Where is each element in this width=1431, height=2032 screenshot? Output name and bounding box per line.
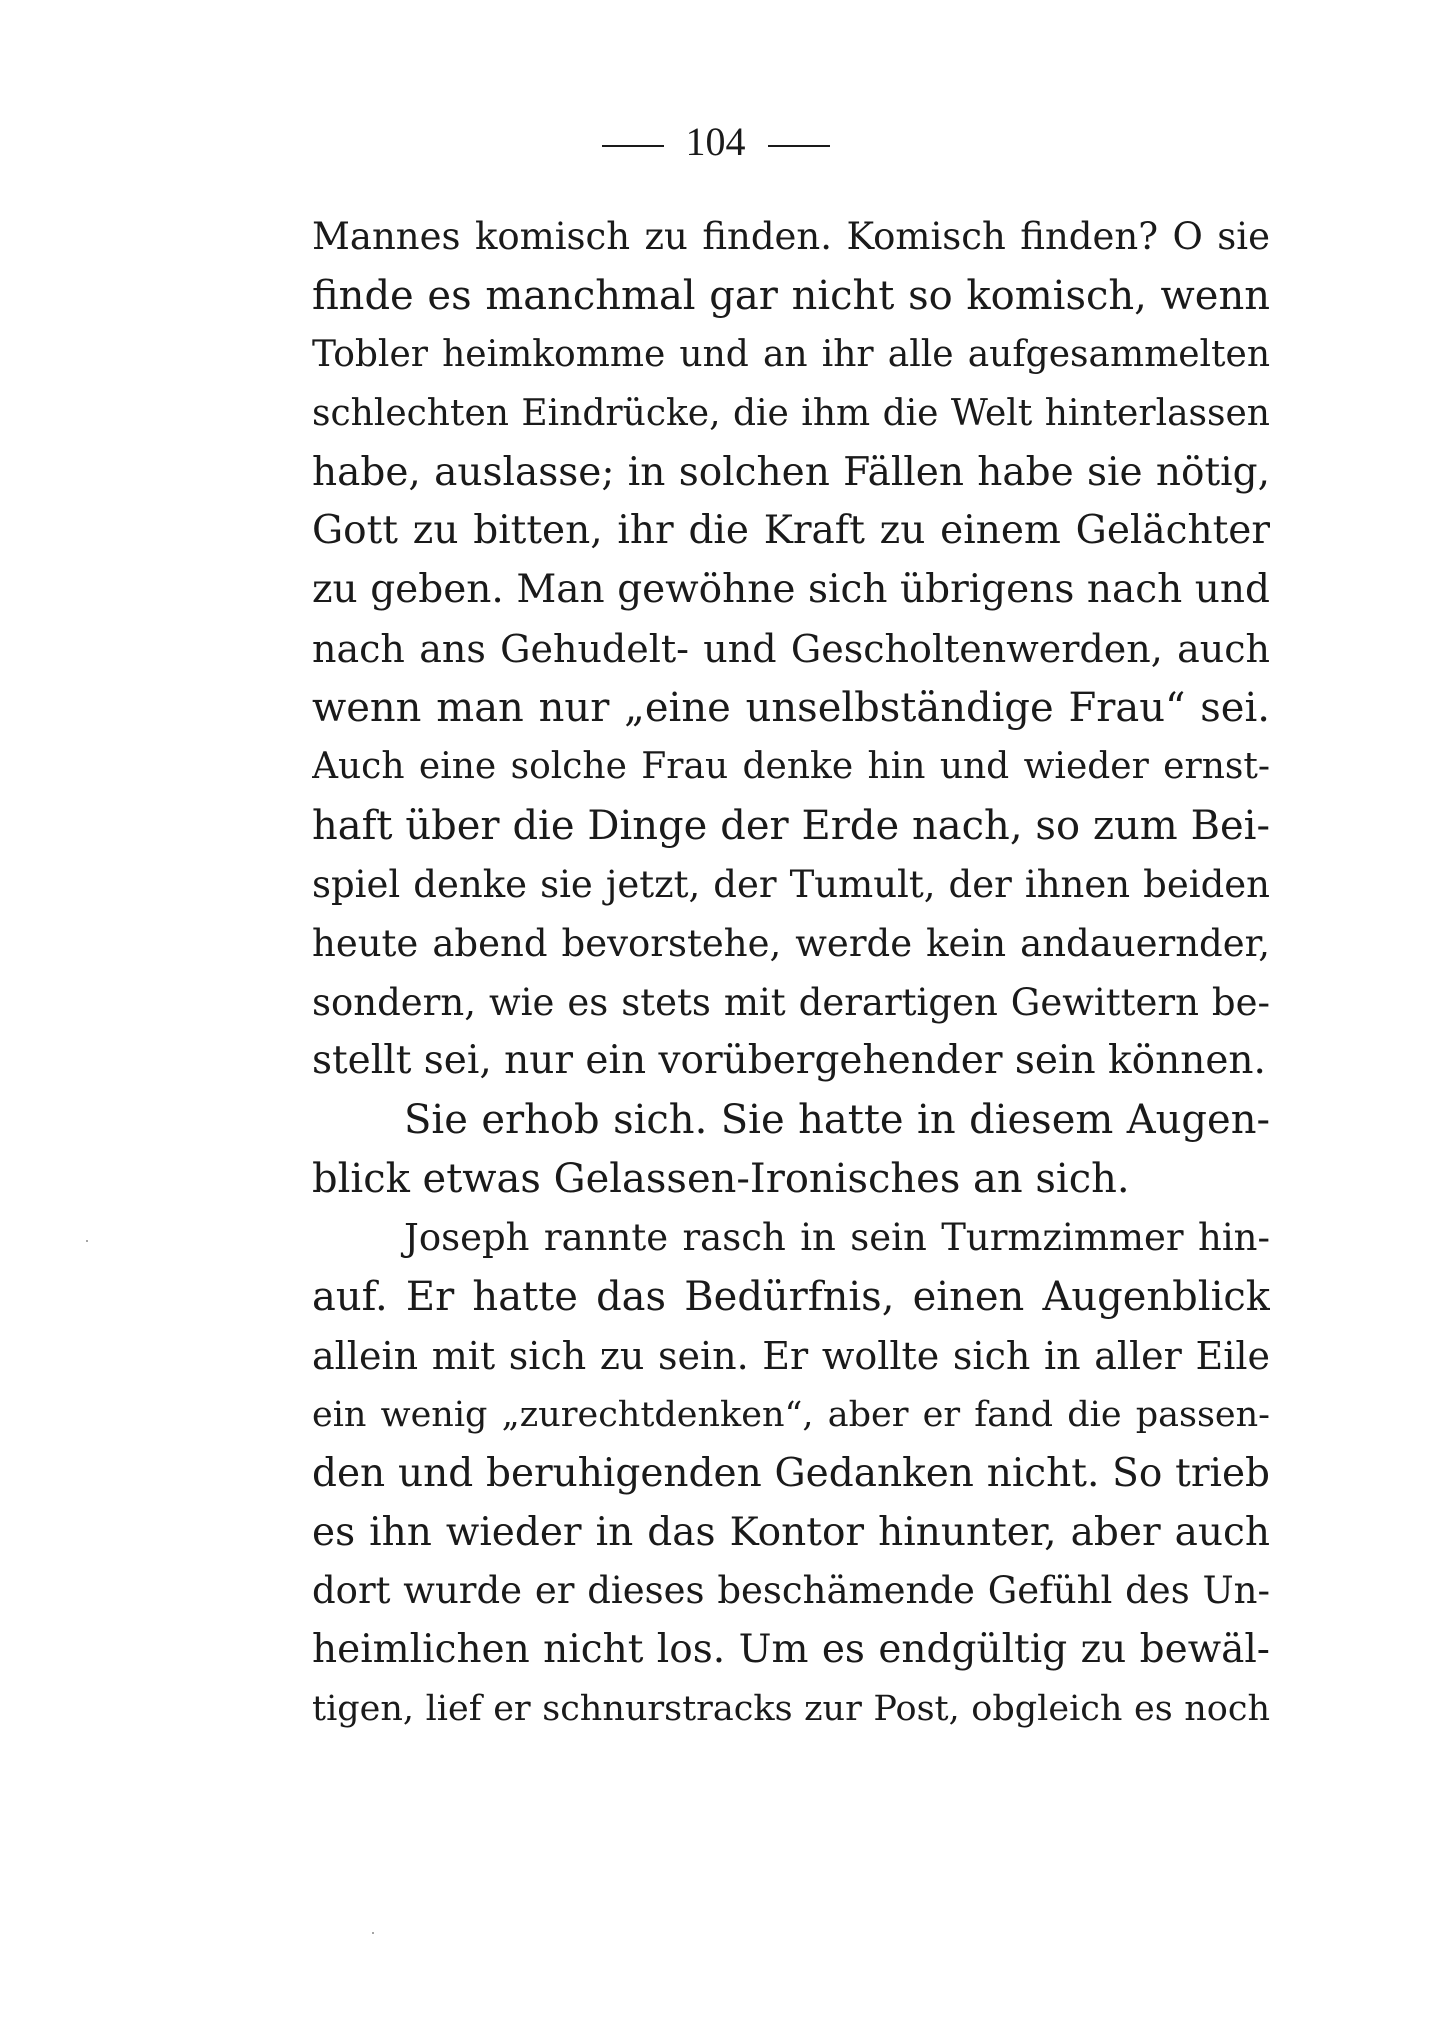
body-text xyxy=(312,208,1270,1739)
text-line: Auch eine solche Frau denke hin und wieder ernst- xyxy=(312,746,1270,788)
text-line: Mannes komisch zu finden. Komisch finden? O sie xyxy=(312,215,1270,258)
text-line: dort wurde er dieses beschämende Gefühl des Un- xyxy=(312,1569,1270,1613)
text-line: Joseph rannte rasch in sein Turmzimmer hin- xyxy=(404,1216,1270,1260)
header-dash-left xyxy=(602,145,664,147)
text-line: heute abend bevorstehe, werde kein andauernder, xyxy=(312,921,1270,965)
text-line: spiel denke sie jetzt, der Tumult, der ihnen beiden xyxy=(312,862,1270,906)
text-line: den und beruhigenden Gedanken nicht. So trieb xyxy=(312,1450,1270,1496)
page-number: 104 xyxy=(685,119,746,164)
text-line: blick etwas Gelassen-Ironisches an sich. xyxy=(312,1156,1130,1203)
page-header xyxy=(0,118,1431,166)
text-line: ein wenig „zurechtdenken“, aber er fand die passen- xyxy=(312,1394,1270,1435)
text-line: haft über die Dinge der Erde nach, so zum Bei- xyxy=(312,802,1270,849)
text-line: habe, auslasse; in solchen Fällen habe sie nötig, xyxy=(312,449,1270,495)
text-line: auf. Er hatte das Bedürfnis, einen Augenblick xyxy=(312,1274,1270,1321)
text-line: Sie erhob sich. Sie hatte in diesem Augen- xyxy=(404,1097,1270,1144)
text-line: nach ans Gehudelt- und Gescholtenwerden, auch xyxy=(312,627,1270,672)
text-line: heimlichen nicht los. Um es endgültig zu bewäl- xyxy=(312,1627,1270,1673)
text-line: zu geben. Man gewöhne sich übrigens nach und xyxy=(312,567,1270,613)
header-dash-right xyxy=(768,145,830,147)
text-line: finde es manchmal gar nicht so komisch, wenn xyxy=(312,272,1270,319)
text-line: allein mit sich zu sein. Er wollte sich in aller Eile xyxy=(312,1333,1270,1378)
scan-speck xyxy=(372,1932,374,1934)
text-line: tigen, lief er schnurstracks zur Post, obgleich es noch xyxy=(312,1689,1270,1730)
text-line: wenn man nur „eine unselbständige Frau“ sei. xyxy=(312,685,1270,732)
text-line: es ihn wieder in das Kontor hinunter, aber auch xyxy=(312,1509,1270,1555)
text-line: sondern, wie es stets mit derartigen Gewittern be- xyxy=(312,980,1270,1024)
scan-speck xyxy=(86,1240,88,1242)
text-line: Gott zu bitten, ihr die Kraft zu einem Gelächter xyxy=(312,508,1270,554)
text-line: stellt sei, nur ein vorübergehender sein können. xyxy=(312,1038,1266,1084)
text-line: schlechten Eindrücke, die ihm die Welt hinterlassen xyxy=(312,392,1270,434)
text-line: Tobler heimkomme und an ihr alle aufgesammelten xyxy=(312,333,1270,375)
